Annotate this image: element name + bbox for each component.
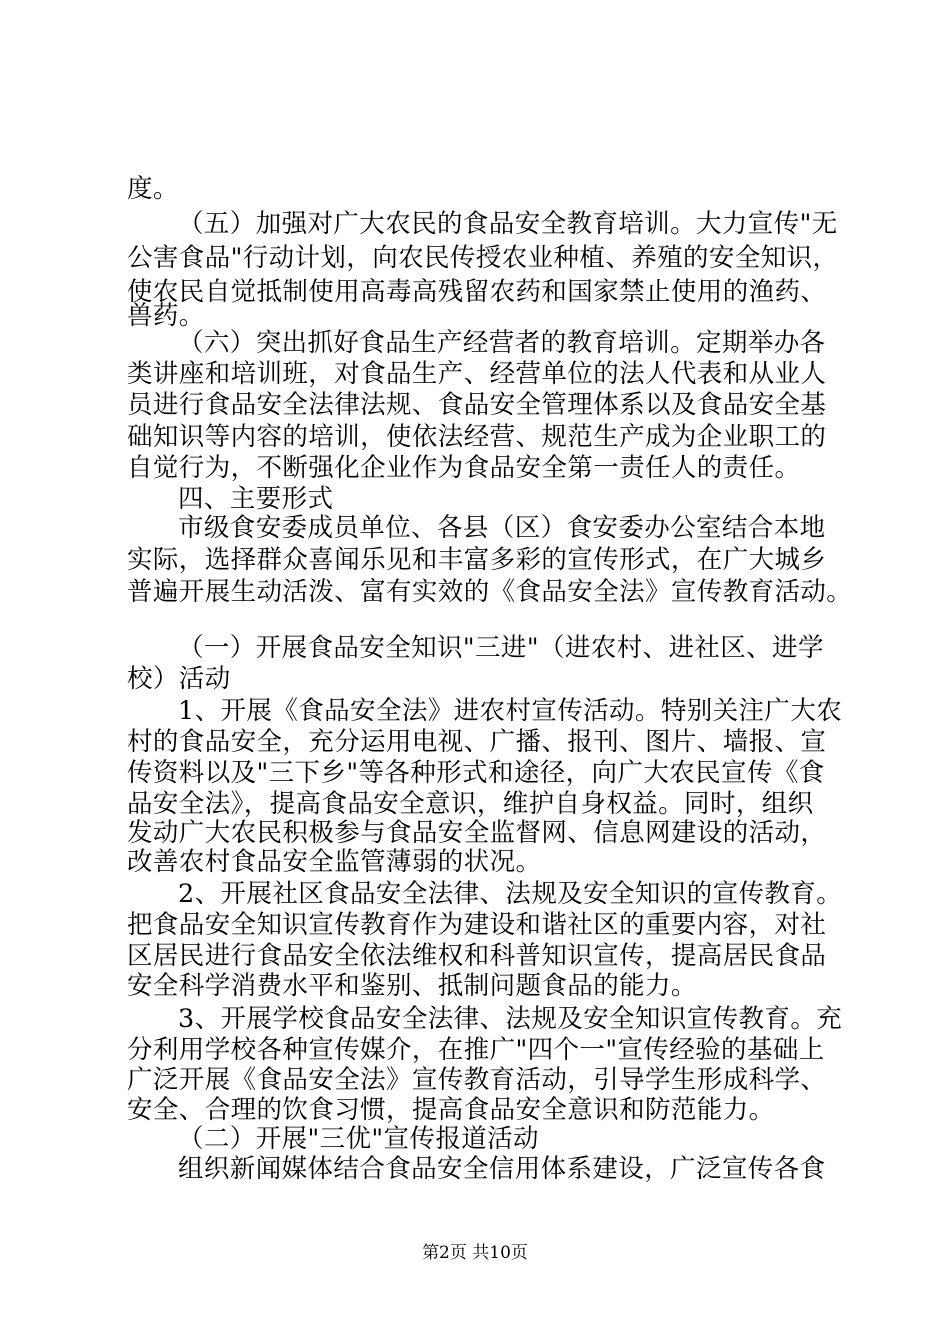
paragraph-line: 广泛开展《食品安全法》宣传教育活动，引导学生形成科学、 [127,1065,827,1095]
paragraph-line: 分利用学校各种宣传媒介，在推广"四个一"宣传经验的基础上 [127,1035,825,1065]
paragraph-line: 使农民自觉抵制使用高毒高残留农药和国家禁止使用的渔药、 [127,277,827,307]
paragraph-line: 村的食品安全，充分运用电视、广播、报刊、图片、墙报、宣 [127,727,827,757]
paragraph-line: 兽药。 [127,301,205,331]
paragraph-line: 把食品安全知识宣传教育作为建设和谐社区的重要内容，对社 [127,910,827,940]
paragraph-line: 度。 [127,174,179,204]
paragraph-line: 区居民进行食品安全依法维权和科普知识宣传，提高居民食品 [127,941,827,971]
paragraph-line: 安全、合理的饮食习惯，提高食品安全意识和防范能力。 [127,1095,775,1125]
paragraph-line: 市级食安委成员单位、各县（区）食安委办公室结合本地 [178,513,826,543]
paragraph-line: 1、开展《食品安全法》进农村宣传活动。特别关注广大农 [178,696,843,726]
subsection-heading: （一）开展食品安全知识"三进"（进农村、进社区、进学 [178,633,824,663]
paragraph-line: 公害食品"行动计划，向农民传授农业种植、养殖的安全知识， [127,243,839,273]
paragraph-line: 3、开展学校食品安全法律、法规及安全知识宣传教育。充 [178,1004,843,1034]
paragraph-line: 实际，选择群众喜闻乐见和丰富多彩的宣传形式，在广大城乡 [127,545,827,575]
subsection-heading: 校）活动 [127,664,231,694]
paragraph-line: 员进行食品安全法律法规、食品安全管理体系以及食品安全基 [127,390,827,420]
paragraph-line: 发动广大农民积极参与食品安全监督网、信息网建设的活动， [127,818,827,848]
paragraph-line: 自觉行为，不断强化企业作为食品安全第一责任人的责任。 [127,453,801,483]
page-number-footer: 第2页 共10页 [422,1243,528,1263]
paragraph-line: 类讲座和培训班，对食品生产、经营单位的法人代表和从业人 [127,359,827,389]
paragraph-line: 组织新闻媒体结合食品安全信用体系建设，广泛宣传各食 [178,1154,826,1184]
subsection-heading: （二）开展"三优"宣传报道活动 [178,1124,539,1154]
paragraph-line: 2、开展社区食品安全法律、法规及安全知识的宣传教育。 [178,879,843,909]
paragraph-line: 传资料以及"三下乡"等各种形式和途径，向广大农民宣传《食 [127,758,825,788]
paragraph-line: 安全科学消费水平和鉴别、抵制问题食品的能力。 [127,971,697,1001]
paragraph-line: （五）加强对广大农民的食品安全教育培训。大力宣传"无 [178,209,838,239]
paragraph-line: 品安全法》，提高食品安全意识，维护自身权益。同时，组织 [127,789,814,819]
section-heading: 四、主要形式 [178,484,334,514]
paragraph-line: 础知识等内容的培训，使依法经营、规范生产成为企业职工的 [127,422,827,452]
paragraph-line: （六）突出抓好食品生产经营者的教育培训。定期举办各 [178,328,826,358]
paragraph-line: 改善农村食品安全监管薄弱的状况。 [127,847,542,877]
paragraph-line: 普遍开展生动活泼、富有实效的《食品安全法》宣传教育活动。 [127,577,853,607]
